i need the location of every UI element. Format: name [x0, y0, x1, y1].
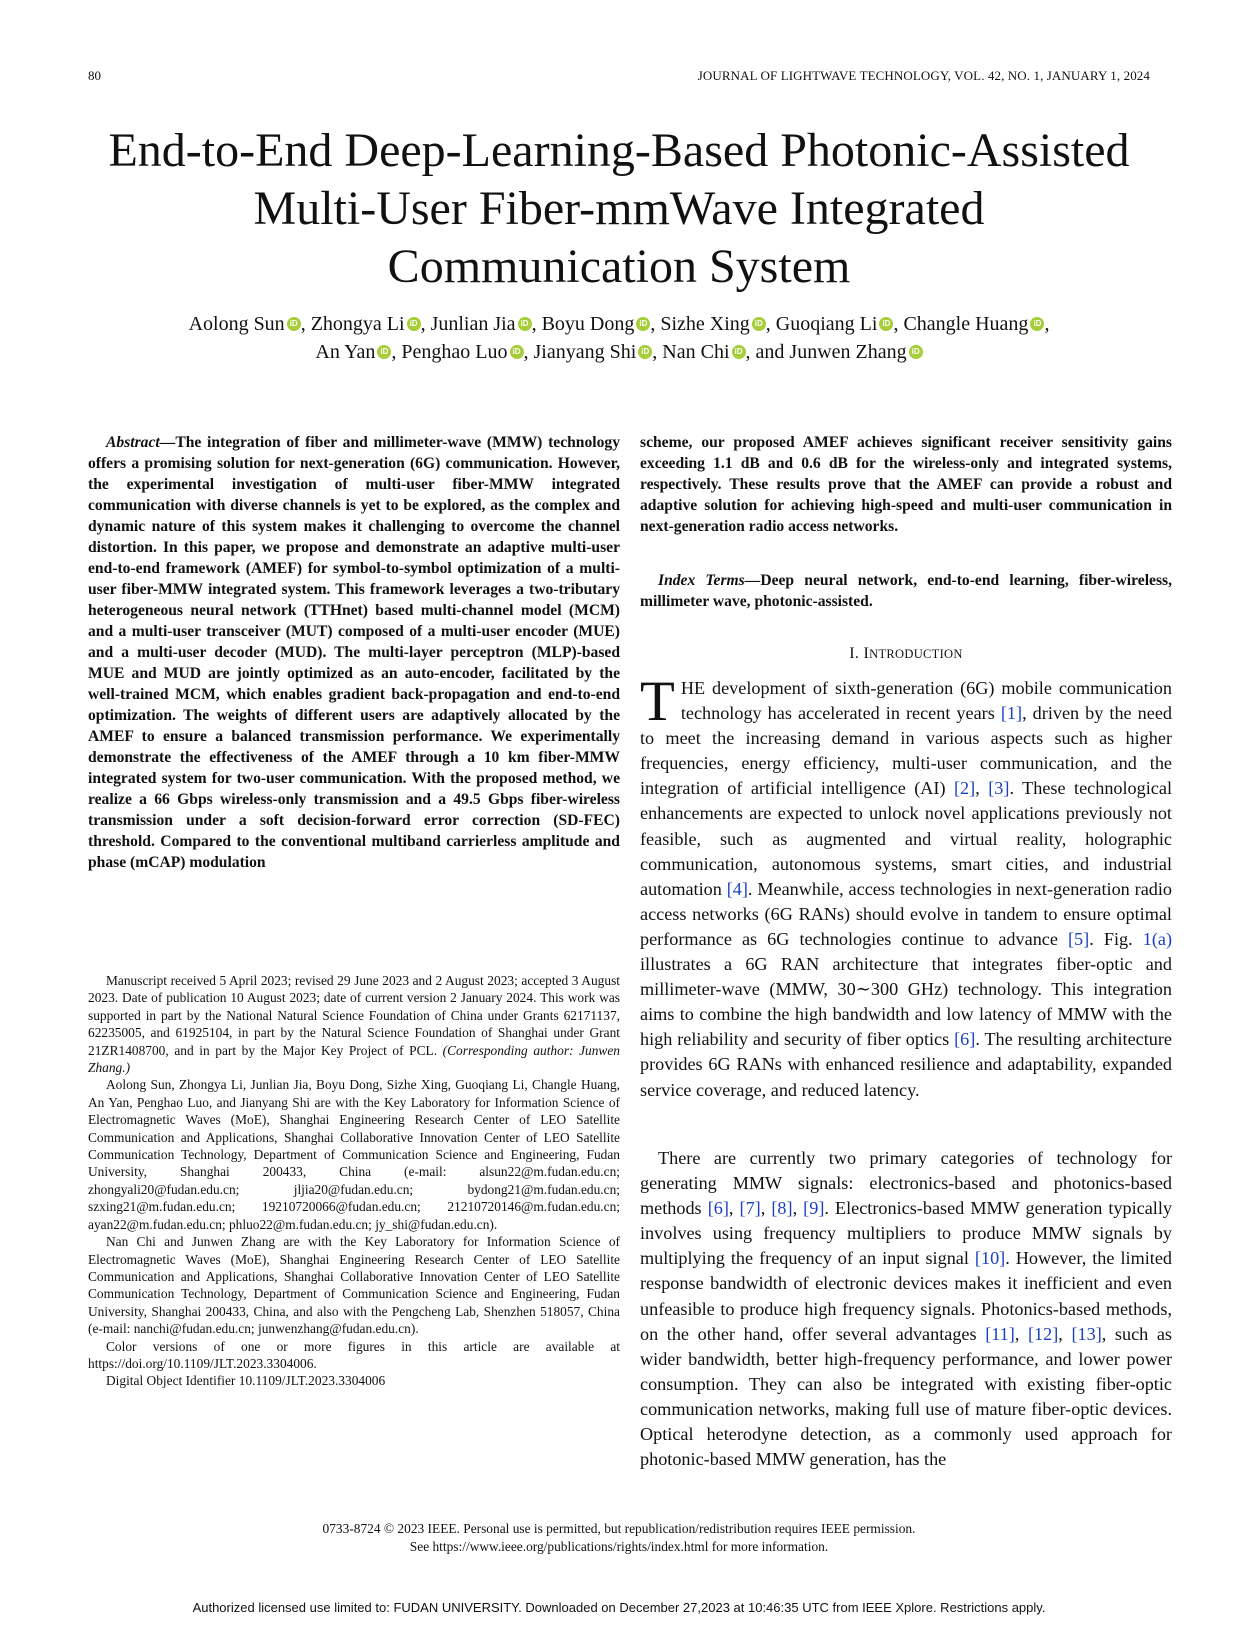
title-line-3: Communication System [387, 240, 851, 293]
footnote-doi: Digital Object Identifier 10.1109/JLT.2023.3304006 [106, 1373, 386, 1389]
paragraph-text: . However, the limited response bandwidth of electronic devices makes it inefficient and even unfeasible to produce high frequency signals. Photonics-based methods, on the other hand, offer several advantages [640, 1248, 1172, 1344]
section-title-initial: I [863, 645, 870, 662]
footnotes [88, 972, 620, 1390]
copyright-notice [60, 1520, 1178, 1556]
paragraph-text: , [760, 1198, 772, 1219]
paragraph-text: illustrates a 6G RAN architecture that integrates fiber-optic and millimeter-wave (MMW, 30∼300 GHz) technology. This integration aims to combine the high bandwidth and low latency of MMW with the high reliability and security of fiber optics [640, 954, 1172, 1050]
author-name: Aolong Sun [188, 313, 285, 335]
copyright-line-1: 0733-8724 © 2023 IEEE. Personal use is permitted, but republication/redistribution requires IEEE permission. [322, 1521, 916, 1536]
citation-link[interactable]: [9] [803, 1198, 825, 1219]
section-title-rest: NTRODUCTION [869, 647, 963, 661]
citation-link[interactable]: [11] [985, 1323, 1015, 1344]
citation-link[interactable]: [3] [988, 778, 1010, 799]
author-separator: , [300, 313, 311, 335]
paragraph-text: There are currently two primary categories of technology for generating MMW signals: electronics-based and photonics-based methods [640, 1148, 1172, 1219]
orcid-icon[interactable]: iD [638, 345, 652, 359]
orcid-icon[interactable]: iD [636, 317, 650, 331]
author-name: An Yan [315, 341, 376, 363]
running-header: JOURNAL OF LIGHTWAVE TECHNOLOGY, VOL. 42, NO. 1, JANUARY 1, 2024 [697, 68, 1150, 83]
title-line-2: Multi-User Fiber-mmWave Integrated [253, 182, 985, 235]
author-separator: , and [745, 341, 790, 363]
citation-link[interactable]: [6] [707, 1198, 729, 1219]
footnote-color: Color versions of one or more figures in this article are available at https://doi.org/10.1109/JLT.2023.3304006. [88, 1338, 620, 1371]
paragraph-text: . Meanwhile, access technologies in next-generation radio access networks (6G RANs) should evolve in tandem to ensure optimal performance as 6G technologies continue to advance [640, 878, 1173, 949]
copyright-line-2: See https://www.ieee.org/publications/rights/index.html for more information. [409, 1539, 829, 1554]
paragraph-text: , driven by the need to meet the increasing demand in various aspects such as higher frequencies, energy efficiency, multi-user communication, and the integration of artificial intelligence (AI) [640, 703, 1173, 799]
abstract-continued: scheme, our proposed AMEF achieves significant receiver sensitivity gains exceeding 1.1 dB and 0.6 dB for the wireless-only and integrated systems, respectively. These results prove that the AMEF can provide a robust and adaptive solution for achieving high-speed and multi-user communication in next-generation radio access networks. [640, 434, 1172, 535]
citation-link[interactable]: [10] [974, 1248, 1006, 1269]
orcid-icon[interactable]: iD [407, 317, 421, 331]
author-separator: , [652, 341, 663, 363]
author-name: Changle Huang [903, 313, 1029, 335]
author-name: Sizhe Xing [660, 313, 750, 335]
paragraph-text: . Electronics-based MMW generation typically involves using frequency multipliers to produce MMW signals by multiplying the frequency of an input signal [640, 1198, 1173, 1269]
citation-link[interactable]: [1] [1000, 703, 1023, 724]
author-separator: , [765, 313, 776, 335]
title-line-1: End-to-End Deep-Learning-Based Photonic-Assisted [108, 124, 1130, 177]
abstract-label: Abstract— [106, 434, 176, 451]
index-terms [640, 570, 1172, 612]
author-name: Jianyang Shi [533, 341, 637, 363]
intro-paragraph-2 [640, 1146, 1172, 1472]
author-separator: , [523, 341, 534, 363]
abstract-text-left: The integration of fiber and millimeter-wave (MMW) technology offers a promising solution for next-generation (6G) communication. However, the experimental investigation of multi-user fiber-MMW integrated communication with diverse channels is yet to be explored, as the complex and dynamic nature of this system makes it challenging to overcome the channel distortion. In this paper, we propose and demonstrate an adaptive multi-user end-to-end framework (AMEF) for symbol-to-symbol optimization of a multi-user fiber-MMW integrated system. This framework leverages a two-tributary heterogeneous neural network (TTHnet) based multi-channel model (MCM) and a multi-user transceiver (MUT) composed of a multi-user encoder (MUE) and a multi-user decoder (MUD). The multi-layer perceptron (MLP)-based MUE and MUD are jointly optimized as an auto-encoder, facilitated by the well-trained MCM, which enables gradient back-propagation and end-to-end optimization. The weights of different users are adaptively allocated by the AMEF to ensure a balanced transmission performance. We experimentally demonstrate the effectiveness of the AMEF through a 10 km fiber-MMW integrated system for two-user communication. With the proposed method, we realize a 66 Gbps wireless-only transmission and a 49.5 Gbps fiber-wireless transmission under a soft decision-forward error correction (SD-FEC) threshold. Compared to the conventional multiband carrierless amplitude and phase (mCAP) modulation [88, 434, 620, 871]
author-separator: , [893, 313, 904, 335]
citation-link[interactable]: [5] [1068, 928, 1090, 949]
section-number: I. [849, 645, 864, 662]
orcid-icon[interactable]: iD [879, 317, 893, 331]
section-heading [640, 645, 1172, 663]
paragraph-text: , [975, 778, 989, 799]
orcid-icon[interactable]: iD [732, 345, 746, 359]
author-name: Penghao Luo [401, 341, 508, 363]
author-separator: , [420, 313, 431, 335]
author-name: Boyu Dong [541, 313, 635, 335]
author-separator: , [1044, 313, 1050, 335]
citation-link[interactable]: [12] [1027, 1323, 1059, 1344]
orcid-icon[interactable]: iD [518, 317, 532, 331]
footnote-affiliation-1: Aolong Sun, Zhongya Li, Junlian Jia, Boyu Dong, Sizhe Xing, Guoqiang Li, Changle Huang, An Yan, Penghao Luo, and Jianyang Shi are with the Key Laboratory for Information Science of Electromagnetic Waves (MoE), Shanghai Engineering Research Center of LEO Satellite Communication and Applications, Shanghai Collaborative Innovation Center of LEO Satellite Communication Technology, Department of Communication Science and Engineering, Fudan University, Shanghai 200433, China (e-mail: alsun22@m.fudan.edu.cn; zhongyali20@fudan.edu.cn; jljia20@fudan.edu.cn; bydong21@m.fudan.edu.cn; szxing21@m.fudan.edu.cn; 19210720066@fudan.edu.cn; 21210720146@m.fudan.edu.cn; ayan22@m.fudan.edu.cn; phluo22@m.fudan.edu.cn; jy_shi@fudan.edu.cn). [88, 1077, 620, 1232]
paragraph-text: , [792, 1198, 804, 1219]
footnote-manuscript-text: Manuscript received 5 April 2023; revised 29 June 2023 and 2 August 2023; accepted 3 August 2023. Date of publication 10 August 2023; date of current version 2 January 2024. This work was supported in part by the National Natural Science Foundation of China under Grants 62171137, 62235005, and 61925104, in part by the Natural Science Foundation of Shanghai under Grant 21ZR1408700, and in part by the Major Key Project of PCL. [88, 973, 620, 1058]
paragraph-text: , such as wider bandwidth, better high-frequency performance, and lower power consumption. They can also be integrated with existing fiber-optic communication networks, making full use of mature fiber-optic devices. Optical heterodyne detection, as a commonly used approach for photonic-based MMW generation, has the [640, 1323, 1173, 1470]
abstract [88, 432, 620, 873]
paragraph-text: . These technological enhancements are expected to unlock novel applications previously not feasible, such as augmented and virtual reality, holographic communication, autonomous systems, smart cities, and industrial automation [640, 778, 1172, 899]
author-line-1 [60, 310, 1178, 338]
paragraph-text: . Fig. [1089, 928, 1143, 949]
author-name: Junlian Jia [430, 313, 516, 335]
author-name: Junwen Zhang [789, 341, 907, 363]
author-name: Zhongya Li [310, 313, 405, 335]
author-line-2 [60, 338, 1178, 366]
paragraph-text: , [1058, 1323, 1072, 1344]
paragraph-text: HE development of sixth-generation (6G) mobile communication technology has accelerated in recent years [680, 678, 1172, 724]
author-separator: , [391, 341, 402, 363]
footnote-corresponding-author: (Corresponding author: Junwen Zhang.) [88, 1042, 620, 1076]
author-separator: , [650, 313, 661, 335]
citation-link[interactable]: [13] [1071, 1323, 1102, 1344]
citation-link[interactable]: 1(a) [1142, 928, 1172, 949]
orcid-icon[interactable]: iD [752, 317, 766, 331]
orcid-icon[interactable]: iD [1030, 317, 1044, 331]
paragraph-text: , [728, 1198, 740, 1219]
license-notice: Authorized licensed use limited to: FUDAN UNIVERSITY. Downloaded on December 27,2023 at 10:46:35 UTC from IEEE Xplore. Restrictions apply. [192, 1600, 1046, 1615]
author-list [60, 310, 1178, 366]
author-separator: , [531, 313, 542, 335]
orcid-icon[interactable]: iD [909, 345, 923, 359]
orcid-icon[interactable]: iD [510, 345, 524, 359]
paragraph-text: , [1014, 1323, 1028, 1344]
intro-paragraph-1 [640, 670, 1173, 1103]
citation-link[interactable]: [6] [954, 1029, 976, 1050]
citation-link[interactable]: [7] [739, 1198, 761, 1219]
index-terms-text: Deep neural network, end-to-end learning, fiber-wireless, millimeter wave, photonic-assisted. [640, 572, 1172, 610]
citation-link[interactable]: [2] [954, 778, 976, 799]
index-terms-label: Index Terms— [658, 572, 761, 589]
paper-title [60, 122, 1178, 296]
orcid-icon[interactable]: iD [377, 345, 391, 359]
orcid-icon[interactable]: iD [287, 317, 301, 331]
footnote-manuscript [88, 972, 620, 1076]
drop-cap: T [640, 670, 675, 733]
page-number: 80 [88, 68, 101, 83]
author-name: Nan Chi [662, 341, 730, 363]
citation-link[interactable]: [4] [726, 878, 748, 899]
author-name: Guoqiang Li [775, 313, 878, 335]
citation-link[interactable]: [8] [771, 1198, 793, 1219]
paragraph-text: . The resulting architecture provides 6G RANs with enhanced resilience and adaptability, expanded service coverage, and reduced latency. [640, 1029, 1172, 1100]
footnote-affiliation-2: Nan Chi and Junwen Zhang are with the Key Laboratory for Information Science of Electromagnetic Waves (MoE), Shanghai Engineering Research Center of LEO Satellite Communication and Applications, Shanghai Collaborative Innovation Center of LEO Satellite Communication Technology, Department of Communication Science and Engineering, Fudan University, Shanghai 200433, China, and also with the Pengcheng Lab, Shenzhen 518057, China (e-mail: nanchi@fudan.edu.cn; junwenzhang@fudan.edu.cn). [88, 1234, 620, 1337]
